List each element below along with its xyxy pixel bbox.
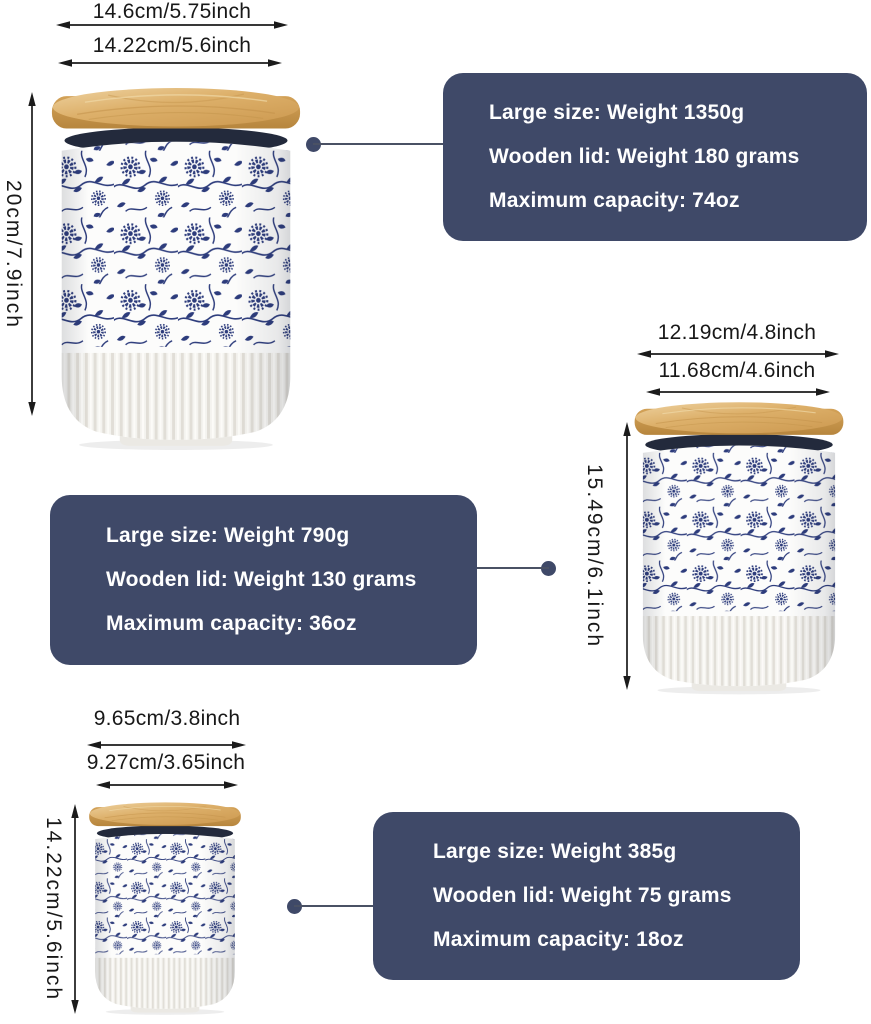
large-height-arrow [25,92,39,416]
large-spec-box [443,73,867,241]
small-lid-width-arrow [87,738,246,752]
small-canister-illustration [88,800,242,1016]
medium-height-arrow [620,422,634,690]
large-lid-width-arrow [56,18,288,32]
large-body-diameter-label: 14.22cm/5.6inch [92,34,252,57]
large-lid-diameter-label: 14.6cm/5.75inch [92,0,252,23]
small-height-arrow [68,804,82,1014]
small-spec-size-weight: Large size: Weight 385g [433,840,677,863]
medium-spec-capacity: Maximum capacity: 36oz [106,612,357,635]
small-body-diameter-label: 9.27cm/3.65inch [86,751,246,774]
large-body-width-arrow [58,56,282,70]
medium-canister-illustration [633,399,845,696]
large-height-label: 20cm/7.9inch [2,179,25,329]
medium-spec-lid-weight: Wooden lid: Weight 130 grams [106,568,417,591]
medium-body-width-arrow [646,385,830,399]
large-connector-line [313,143,445,145]
medium-spec-box [50,495,477,665]
medium-body-diameter-label: 11.68cm/4.6inch [658,359,816,382]
small-lid-diameter-label: 9.65cm/3.8inch [93,707,241,730]
small-height-label: 14.22cm/5.6inch [42,816,65,1002]
small-connector-line [294,905,375,907]
small-spec-lid-weight: Wooden lid: Weight 75 grams [433,884,732,907]
medium-height-label: 15.49cm/6.1inch [583,463,606,649]
small-body-width-arrow [96,778,238,792]
large-canister-illustration [50,84,302,452]
medium-connector-line [477,567,549,569]
large-spec-capacity: Maximum capacity: 74oz [489,189,740,212]
medium-spec-size-weight: Large size: Weight 790g [106,524,350,547]
large-spec-size-weight: Large size: Weight 1350g [489,101,745,124]
small-spec-box [373,812,800,980]
small-spec-capacity: Maximum capacity: 18oz [433,928,684,951]
large-spec-lid-weight: Wooden lid: Weight 180 grams [489,145,800,168]
medium-lid-diameter-label: 12.19cm/4.8inch [657,321,817,344]
